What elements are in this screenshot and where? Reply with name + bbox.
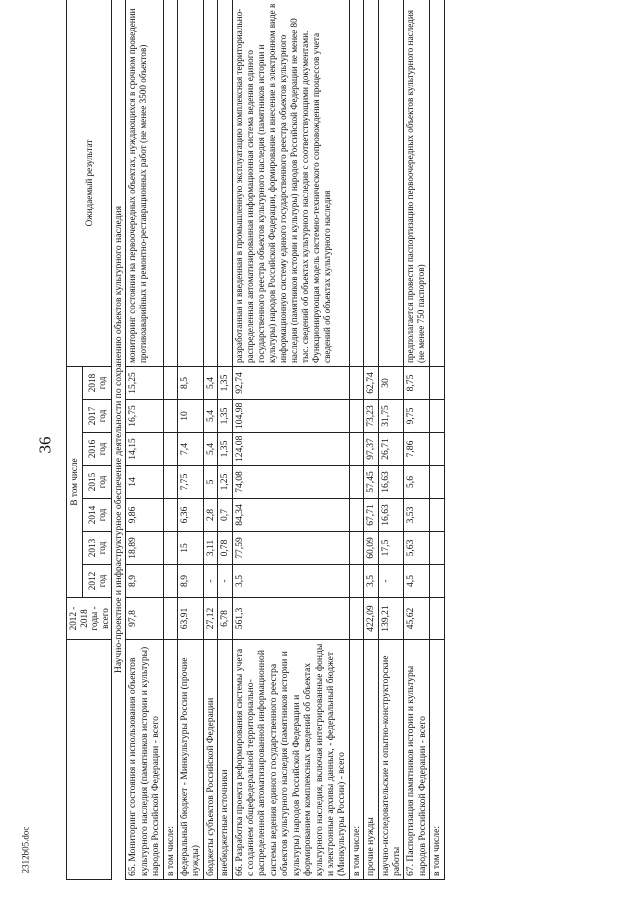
row-year-value: 0,78 — [218, 532, 232, 565]
row-total-value — [430, 598, 444, 640]
row-year-value: 16,63 — [378, 499, 404, 532]
row-year-value: 84,34 — [232, 499, 349, 532]
row-year-value: 1,35 — [218, 433, 232, 466]
row-label: бюджеты субъектов Российской Федерации — [203, 640, 217, 880]
table-row — [178, 0, 204, 880]
row-year-value: 5 — [203, 466, 217, 499]
row-year-value: 7,75 — [178, 466, 204, 499]
row-year-value — [349, 433, 363, 466]
row-total-value: 139,21 — [378, 598, 404, 640]
section-title: Научно-проектное и инфраструктурное обеспечение деятельности по сохранению объектов культурного наследия — [112, 0, 126, 880]
row-total-value: 63,91 — [178, 598, 204, 640]
row-result — [364, 0, 378, 367]
row-year-value: 1,35 — [218, 400, 232, 433]
header-year: 2016 год — [83, 433, 112, 466]
row-year-value: 16,75 — [126, 400, 163, 433]
header-total: 2012 - 2018 годы - всего — [67, 598, 112, 640]
table-row — [430, 0, 444, 880]
header-year: 2012 год — [83, 565, 112, 598]
header-blank — [67, 640, 112, 880]
row-year-value: 8,5 — [178, 367, 204, 400]
row-result — [163, 0, 177, 367]
row-label: федеральный бюджет - Минкультуры России (прочие нужды) — [178, 640, 204, 880]
row-year-value: 15,25 — [126, 367, 163, 400]
row-year-value: 5,63 — [404, 532, 430, 565]
row-year-value: 92,74 — [232, 367, 349, 400]
row-total-value: 422,09 — [364, 598, 378, 640]
table-body — [112, 0, 126, 880]
row-year-value — [349, 367, 363, 400]
row-year-value: 5,4 — [203, 433, 217, 466]
row-total-value: 27,12 — [203, 598, 217, 640]
row-year-value: 31,75 — [378, 400, 404, 433]
table-row — [404, 0, 430, 880]
row-result — [203, 0, 217, 367]
row-year-value: 30 — [378, 367, 404, 400]
row-label: в том числе: — [163, 640, 177, 880]
row-total-value: 561,3 — [232, 598, 349, 640]
row-result: разработанная и введенная в промышленную эксплуатацию комплексная территориально-распределенная автоматизированная информационная система ведения единого государственного реестра объектов культурного наследия (памятников истории и культуры) народов Российской Федерации, формирование и внесение в электронном виде в информационную систему единого государственного реестра объектов культурного наследия (памятников истории и культуры) народов Российской Федерации не менее 80 тыс. сведений об объектах культурного наследия с соответствующими документами. Функционирующая модель системно-технического сопровождения процессов учета сведений об объектах культурного наследия — [232, 0, 349, 367]
table-row — [232, 0, 349, 880]
row-year-value: 60,09 — [364, 532, 378, 565]
row-year-value: 8,9 — [178, 565, 204, 598]
row-year-value: 97,37 — [364, 433, 378, 466]
table-row — [126, 0, 163, 880]
row-year-value: 4,5 — [404, 565, 430, 598]
budget-table — [66, 0, 445, 880]
row-year-value — [163, 466, 177, 499]
row-total-value — [163, 598, 177, 640]
row-result — [349, 0, 363, 367]
row-year-value — [163, 433, 177, 466]
row-result — [430, 0, 444, 367]
row-year-value: 7,4 — [178, 433, 204, 466]
row-year-value: 1,35 — [218, 367, 232, 400]
row-year-value — [430, 433, 444, 466]
row-year-value — [430, 367, 444, 400]
row-year-value: 73,23 — [364, 400, 378, 433]
row-result: мониторинг состояния на первоочередных объектах, нуждающихся в срочном проведении противоаварийных и ремонтно-реставрационных работ (не менее 3500 объектов) — [126, 0, 163, 367]
row-year-value — [349, 400, 363, 433]
table-rows — [126, 0, 444, 880]
row-year-value: - — [378, 565, 404, 598]
row-year-value: 62,74 — [364, 367, 378, 400]
table-row — [203, 0, 217, 880]
row-year-value — [349, 532, 363, 565]
row-year-value — [349, 565, 363, 598]
row-label: 66. Разработка проекта реформирования системы учета с созданием общефедеральной территориально-распределенной автоматизированной информационной системы ведения единого государственного реестра объектов культурного наследия (памятников истории и культуры) народов Российской Федерации и формированием комплексных сведений об объектах культурного наследия, включая интегрированные фонды и электронные архивы данных, - федеральный бюджет (Минкультуры России) - всего — [232, 640, 349, 880]
row-year-value: 2,8 — [203, 499, 217, 532]
row-result — [378, 0, 404, 367]
row-year-value — [430, 499, 444, 532]
row-year-value: 14,15 — [126, 433, 163, 466]
row-result: предполагается провести паспортизацию первоочередных объектов культурного наследия (не менее 750 паспортов) — [404, 0, 430, 367]
row-year-value — [349, 499, 363, 532]
row-year-value: 3,11 — [203, 532, 217, 565]
row-year-value: 104,98 — [232, 400, 349, 433]
header-year: 2014 год — [83, 499, 112, 532]
row-year-value: - — [218, 565, 232, 598]
row-year-value: 3,5 — [232, 565, 349, 598]
row-total-value: 45,62 — [404, 598, 430, 640]
row-label: 65. Мониторинг состояния и использования объектов культурного наследия (памятников истории и культуры) народов Российской Федерации - всего — [126, 640, 163, 880]
row-year-value — [430, 565, 444, 598]
header-year: 2018 год — [83, 367, 112, 400]
row-year-value — [163, 499, 177, 532]
row-year-value: 16,63 — [378, 466, 404, 499]
row-year-value: 8,75 — [404, 367, 430, 400]
row-year-value: 8,9 — [126, 565, 163, 598]
row-year-value — [430, 466, 444, 499]
row-label: 67. Паспортизация памятников истории и культуры народов Российской Федерации - всего — [404, 640, 430, 880]
row-total-value — [349, 598, 363, 640]
row-year-value: 26,71 — [378, 433, 404, 466]
row-year-value: 18,89 — [126, 532, 163, 565]
row-year-value — [163, 400, 177, 433]
header-year: 2013 год — [83, 532, 112, 565]
row-year-value: 77,59 — [232, 532, 349, 565]
row-year-value — [430, 400, 444, 433]
row-label: научно-исследовательские и опытно-конструкторские работы — [378, 640, 404, 880]
row-total-value: 6,78 — [218, 598, 232, 640]
rotated-table-page — [66, 0, 566, 880]
row-total-value: 97,8 — [126, 598, 163, 640]
header-in-that-number: В том числе — [67, 367, 83, 598]
footer-filename: 2312b05.doc — [20, 826, 30, 874]
row-year-value: 9,75 — [404, 400, 430, 433]
table-row — [218, 0, 232, 880]
row-year-value: 15 — [178, 532, 204, 565]
row-year-value: - — [203, 565, 217, 598]
row-year-value: 124,08 — [232, 433, 349, 466]
row-year-value: 9,86 — [126, 499, 163, 532]
row-year-value: 74,08 — [232, 466, 349, 499]
header-year: 2015 год — [83, 466, 112, 499]
row-year-value — [430, 532, 444, 565]
row-year-value: 17,5 — [378, 532, 404, 565]
row-year-value — [349, 466, 363, 499]
row-label: прочие нужды — [364, 640, 378, 880]
table-row — [364, 0, 378, 880]
row-year-value — [163, 532, 177, 565]
row-year-value: 6,36 — [178, 499, 204, 532]
row-year-value: 7,86 — [404, 433, 430, 466]
header-result: Ожидаемый результат — [67, 0, 112, 367]
row-year-value — [163, 367, 177, 400]
row-year-value: 5,4 — [203, 400, 217, 433]
row-year-value: 0,7 — [218, 499, 232, 532]
header-year: 2017 год — [83, 400, 112, 433]
row-year-value: 67,71 — [364, 499, 378, 532]
row-year-value — [163, 565, 177, 598]
row-year-value: 57,45 — [364, 466, 378, 499]
row-year-value: 3,53 — [404, 499, 430, 532]
row-label: в том числе: — [349, 640, 363, 880]
row-result — [178, 0, 204, 367]
row-label: внебюджетные источники — [218, 640, 232, 880]
page-number: 36 — [35, 436, 54, 454]
row-label: в том числе: — [430, 640, 444, 880]
table-row — [378, 0, 404, 880]
row-year-value: 10 — [178, 400, 204, 433]
row-result — [218, 0, 232, 367]
table-header — [67, 0, 112, 880]
row-year-value: 14 — [126, 466, 163, 499]
row-year-value: 1,25 — [218, 466, 232, 499]
table-row — [349, 0, 363, 880]
table-row — [163, 0, 177, 880]
row-year-value: 3,5 — [364, 565, 378, 598]
row-year-value: 5,6 — [404, 466, 430, 499]
row-year-value: 5,4 — [203, 367, 217, 400]
